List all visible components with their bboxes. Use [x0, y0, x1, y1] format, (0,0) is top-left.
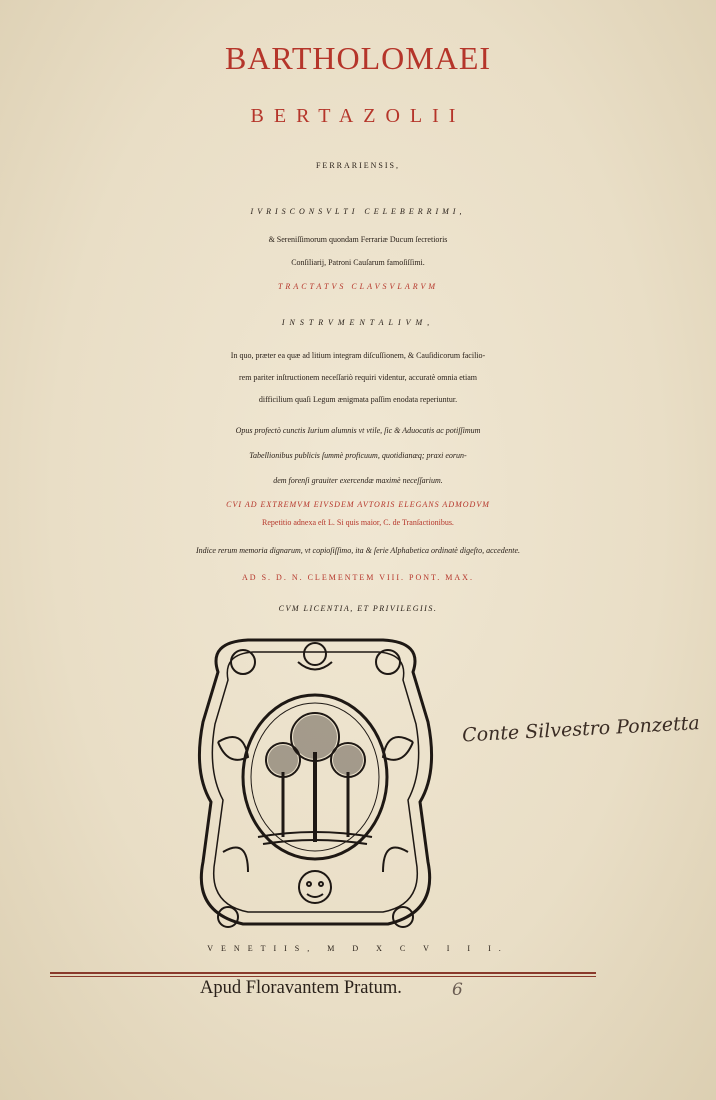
- place-and-date: VENETIIS, M D X C V I I I.: [207, 944, 509, 953]
- author-surname: BERTAZOLII: [250, 105, 466, 127]
- privilege-note: CVM LICENTIA, ET PRIVILEGIIS.: [278, 604, 438, 613]
- pencil-note: 6: [452, 980, 463, 1000]
- opus-line-2: Tabellionibus publicis ſummè proficuum, quotidianæq; praxi eorun-: [249, 451, 467, 460]
- woodcut-printer-device-icon: [188, 632, 443, 937]
- work-title: TRACTATVS CLAVSVLARVM: [277, 282, 438, 291]
- owner-signature: Conte Silvestro Ponzetta: [461, 712, 701, 747]
- author-first-name: BARTHOLOMAEI: [224, 40, 492, 76]
- imprint-rule-thick: [50, 972, 596, 974]
- author-office-line-2: Conſiliarij, Patroni Cauſarum famoſiſſimi.: [291, 258, 425, 267]
- author-office-line-1: & Sereniſſimorum quondam Ferrariæ Ducum ſecretioris: [268, 235, 448, 244]
- dedication: AD S. D. N. CLEMENTEM VIII. PONT. MAX.: [242, 573, 474, 582]
- opus-line-1: Opus profectò cunctis Iurium alumnis vt vtile, ſic & Aduocatis ac potiſſimum: [235, 426, 481, 435]
- appendix-heading: CVI AD EXTREMVM EIVSDEM AVTORIS ELEGANS ADMODVM: [226, 500, 490, 509]
- imprint-rule-thin: [50, 976, 596, 977]
- work-subtitle: INSTRVMENTALIVM,: [281, 318, 435, 327]
- imprint: Apud Floravantem Pratum.: [200, 978, 402, 998]
- opus-line-3: dem forenſi grauiter exercendæ maximè neceſſarium.: [273, 476, 443, 485]
- author-origin: FERRARIENSIS,: [315, 161, 400, 170]
- appendix-repetitio: Repetitio adnexa eſt L. Si quis maior, C. de Tranſactionibus.: [262, 518, 454, 527]
- description-line-1: In quo, præter ea quæ ad litium integram diſcuſſionem, & Cauſidicorum facilio-: [230, 351, 486, 360]
- description-line-2: rem pariter inſtructionem neceſſariò requiri videntur, accuratè omnia etiam: [238, 373, 478, 382]
- index-note: Indice rerum memoria dignarum, vt copioſiſſimo, ita & ſerie Alphabetica ordinatè digeſto, accedente.: [195, 546, 521, 555]
- description-line-3: difficilium quaſi Legum ænigmata paſſim enodata reperiuntur.: [258, 395, 458, 404]
- author-role: IVRISCONSVLTI CELEBERRIMI,: [250, 207, 466, 216]
